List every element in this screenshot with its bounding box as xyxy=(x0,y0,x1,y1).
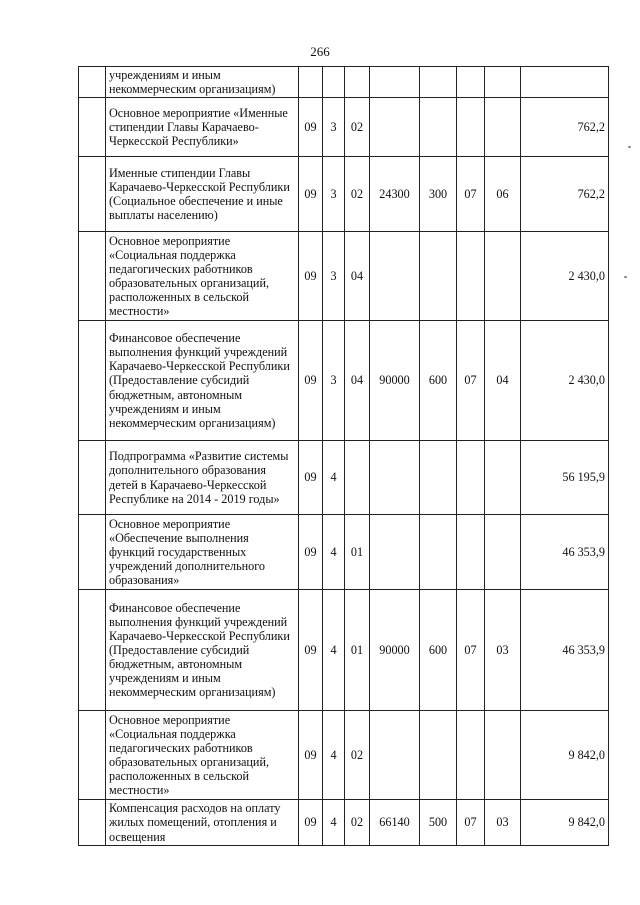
code-cell xyxy=(370,441,420,515)
code-cell xyxy=(420,515,457,590)
code-cell: 09 xyxy=(299,515,323,590)
code-cell xyxy=(370,711,420,800)
item-name: Компенсация расходов на оплату жилых помещений, отопления и освещения xyxy=(106,800,299,846)
table-row xyxy=(79,232,609,321)
code-cell: 4 xyxy=(323,590,345,711)
code-cell: 600 xyxy=(420,590,457,711)
code-cell xyxy=(420,98,457,157)
code-cell xyxy=(345,441,370,515)
code-cell: 09 xyxy=(299,800,323,846)
margin-cell xyxy=(79,232,106,321)
item-name: Основное мероприятие «Социальная поддержка педагогических работников образовательных организаций, расположенных в сельской местности» xyxy=(106,232,299,321)
code-cell xyxy=(457,515,485,590)
code-cell xyxy=(457,232,485,321)
code-cell xyxy=(370,232,420,321)
code-cell xyxy=(345,67,370,98)
margin-cell xyxy=(79,441,106,515)
code-cell: 02 xyxy=(345,157,370,232)
code-cell: 4 xyxy=(323,800,345,846)
code-cell xyxy=(457,67,485,98)
code-cell: 02 xyxy=(345,711,370,800)
code-cell xyxy=(485,232,521,321)
margin-cell xyxy=(79,67,106,98)
code-cell: 07 xyxy=(457,590,485,711)
code-cell: 3 xyxy=(323,157,345,232)
code-cell xyxy=(420,67,457,98)
code-cell: 90000 xyxy=(370,590,420,711)
code-cell: 3 xyxy=(323,321,345,441)
table-row xyxy=(79,321,609,441)
amount-cell: 2 430,0 xyxy=(521,232,609,321)
code-cell: 09 xyxy=(299,321,323,441)
item-name: Подпрограмма «Развитие системы дополнительного образования детей в Карачаево-Черкесской Республике на 2014 - 2019 годы» xyxy=(106,441,299,515)
code-cell: 09 xyxy=(299,157,323,232)
code-cell: 03 xyxy=(485,800,521,846)
table-row xyxy=(79,67,609,98)
code-cell: 06 xyxy=(485,157,521,232)
code-cell xyxy=(370,98,420,157)
table-row xyxy=(79,711,609,800)
code-cell: 4 xyxy=(323,711,345,800)
margin-cell xyxy=(79,515,106,590)
code-cell: 09 xyxy=(299,711,323,800)
code-cell: 09 xyxy=(299,441,323,515)
scan-speck xyxy=(628,146,631,148)
code-cell xyxy=(420,711,457,800)
scan-speck xyxy=(624,276,627,278)
code-cell: 07 xyxy=(457,321,485,441)
amount-cell: 762,2 xyxy=(521,157,609,232)
code-cell: 04 xyxy=(345,321,370,441)
item-name: учреждениям и иным некоммерческим организациям) xyxy=(106,67,299,98)
code-cell xyxy=(485,441,521,515)
table-row xyxy=(79,515,609,590)
margin-cell xyxy=(79,157,106,232)
code-cell: 09 xyxy=(299,590,323,711)
amount-cell: 56 195,9 xyxy=(521,441,609,515)
code-cell xyxy=(370,67,420,98)
code-cell xyxy=(299,67,323,98)
budget-table xyxy=(78,66,609,846)
code-cell: 500 xyxy=(420,800,457,846)
code-cell: 07 xyxy=(457,157,485,232)
item-name: Основное мероприятие «Именные стипендии Главы Карачаево-Черкесской Республики» xyxy=(106,98,299,157)
code-cell: 90000 xyxy=(370,321,420,441)
page-number: 266 xyxy=(310,44,330,59)
code-cell: 4 xyxy=(323,441,345,515)
amount-cell: 46 353,9 xyxy=(521,515,609,590)
code-cell: 09 xyxy=(299,98,323,157)
item-name: Финансовое обеспечение выполнения функций учреждений Карачаево-Черкесской Республики (Предоставление субсидий бюджетным, автономным учреждениям и иным некоммерческим организациям) xyxy=(106,321,299,441)
code-cell xyxy=(485,711,521,800)
margin-cell xyxy=(79,711,106,800)
code-cell: 07 xyxy=(457,800,485,846)
code-cell xyxy=(323,67,345,98)
amount-cell xyxy=(521,67,609,98)
amount-cell: 46 353,9 xyxy=(521,590,609,711)
code-cell: 02 xyxy=(345,98,370,157)
table-row xyxy=(79,157,609,232)
code-cell: 3 xyxy=(323,232,345,321)
margin-cell xyxy=(79,590,106,711)
amount-cell: 9 842,0 xyxy=(521,711,609,800)
code-cell: 66140 xyxy=(370,800,420,846)
code-cell: 4 xyxy=(323,515,345,590)
table-row xyxy=(79,98,609,157)
amount-cell: 9 842,0 xyxy=(521,800,609,846)
code-cell: 01 xyxy=(345,590,370,711)
amount-cell: 2 430,0 xyxy=(521,321,609,441)
code-cell: 600 xyxy=(420,321,457,441)
code-cell xyxy=(457,711,485,800)
item-name: Основное мероприятие «Социальная поддержка педагогических работников образовательных организаций, расположенных в сельской местности» xyxy=(106,711,299,800)
margin-cell xyxy=(79,800,106,846)
code-cell: 300 xyxy=(420,157,457,232)
margin-cell xyxy=(79,98,106,157)
item-name: Финансовое обеспечение выполнения функций учреждений Карачаево-Черкесской Республики (Предоставление субсидий бюджетным, автономным учреждениям и иным некоммерческим организациям) xyxy=(106,590,299,711)
code-cell xyxy=(457,441,485,515)
code-cell xyxy=(485,98,521,157)
code-cell: 09 xyxy=(299,232,323,321)
code-cell: 3 xyxy=(323,98,345,157)
item-name: Именные стипендии Главы Карачаево-Черкесской Республики (Социальное обеспечение и иные выплаты населению) xyxy=(106,157,299,232)
table-row xyxy=(79,590,609,711)
code-cell: 01 xyxy=(345,515,370,590)
code-cell: 03 xyxy=(485,590,521,711)
table-row xyxy=(79,441,609,515)
code-cell xyxy=(420,441,457,515)
item-name: Основное мероприятие «Обеспечение выполнения функций государственных учреждений дополнительного образования» xyxy=(106,515,299,590)
code-cell: 04 xyxy=(485,321,521,441)
code-cell xyxy=(485,515,521,590)
code-cell xyxy=(370,515,420,590)
margin-cell xyxy=(79,321,106,441)
table-row xyxy=(79,800,609,846)
code-cell: 04 xyxy=(345,232,370,321)
code-cell xyxy=(420,232,457,321)
code-cell xyxy=(457,98,485,157)
code-cell: 02 xyxy=(345,800,370,846)
code-cell: 24300 xyxy=(370,157,420,232)
code-cell xyxy=(485,67,521,98)
amount-cell: 762,2 xyxy=(521,98,609,157)
